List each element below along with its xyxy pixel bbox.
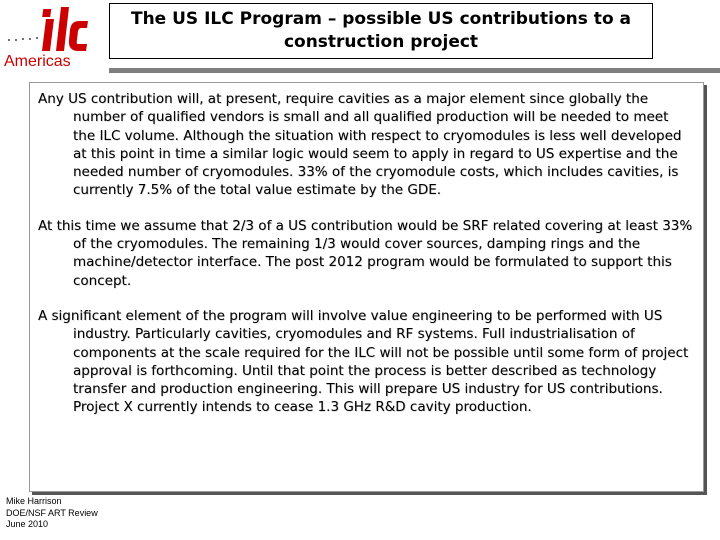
paragraph-value-engineering: A significant element of the program will involve value engineering to be performed with US industry. Particularly cavities, cryomodules and RF systems. Full industrialisation of components at the scale required for the ILC will not be possible until some form of project approval is forthcoming. Until that point the process is better described as technology transfer and production engineering. This will prepare US industry for US contributions. Project X currently intends to cease 1.3 GHz R&D cavity production. [38,307,689,416]
footer-author: Mike Harrison [6,496,62,506]
ilc-logo-icon [4,4,108,56]
logo-region-label: Americas [4,53,71,70]
ilc-logo [4,4,108,74]
slide-title-box [109,3,653,59]
paragraph-srf-contribution: At this time we assume that 2/3 of a US contribution would be SRF related covering at least 33% of the cryomodules. The remaining 1/3 would cover sources, damping rings and the machine/detector interface. The post 2012 program would be formulated to support this concept. [38,217,693,289]
paragraph-cavities: Any US contribution will, at present, require cavities as a major element since globally the number of qualified vendors is small and all qualified production will be needed to meet the ILC volume. Although the situation with respect to cryomodules is less well developed at this point in time a similar logic would seem to apply in regard to US expertise and the needed number of cryomodules. 33% of the cryomodule costs, which includes cavities, is currently 7.5% of the total value estimate by the GDE. [38,91,682,199]
slide-footer [6,496,98,531]
slide-title: The US ILC Program – possible US contributions to a construction project [130,9,632,52]
header-divider [109,68,720,73]
slide-body [29,82,704,492]
footer-event: DOE/NSF ART Review [6,507,98,518]
footer-date: June 2010 [6,519,49,529]
